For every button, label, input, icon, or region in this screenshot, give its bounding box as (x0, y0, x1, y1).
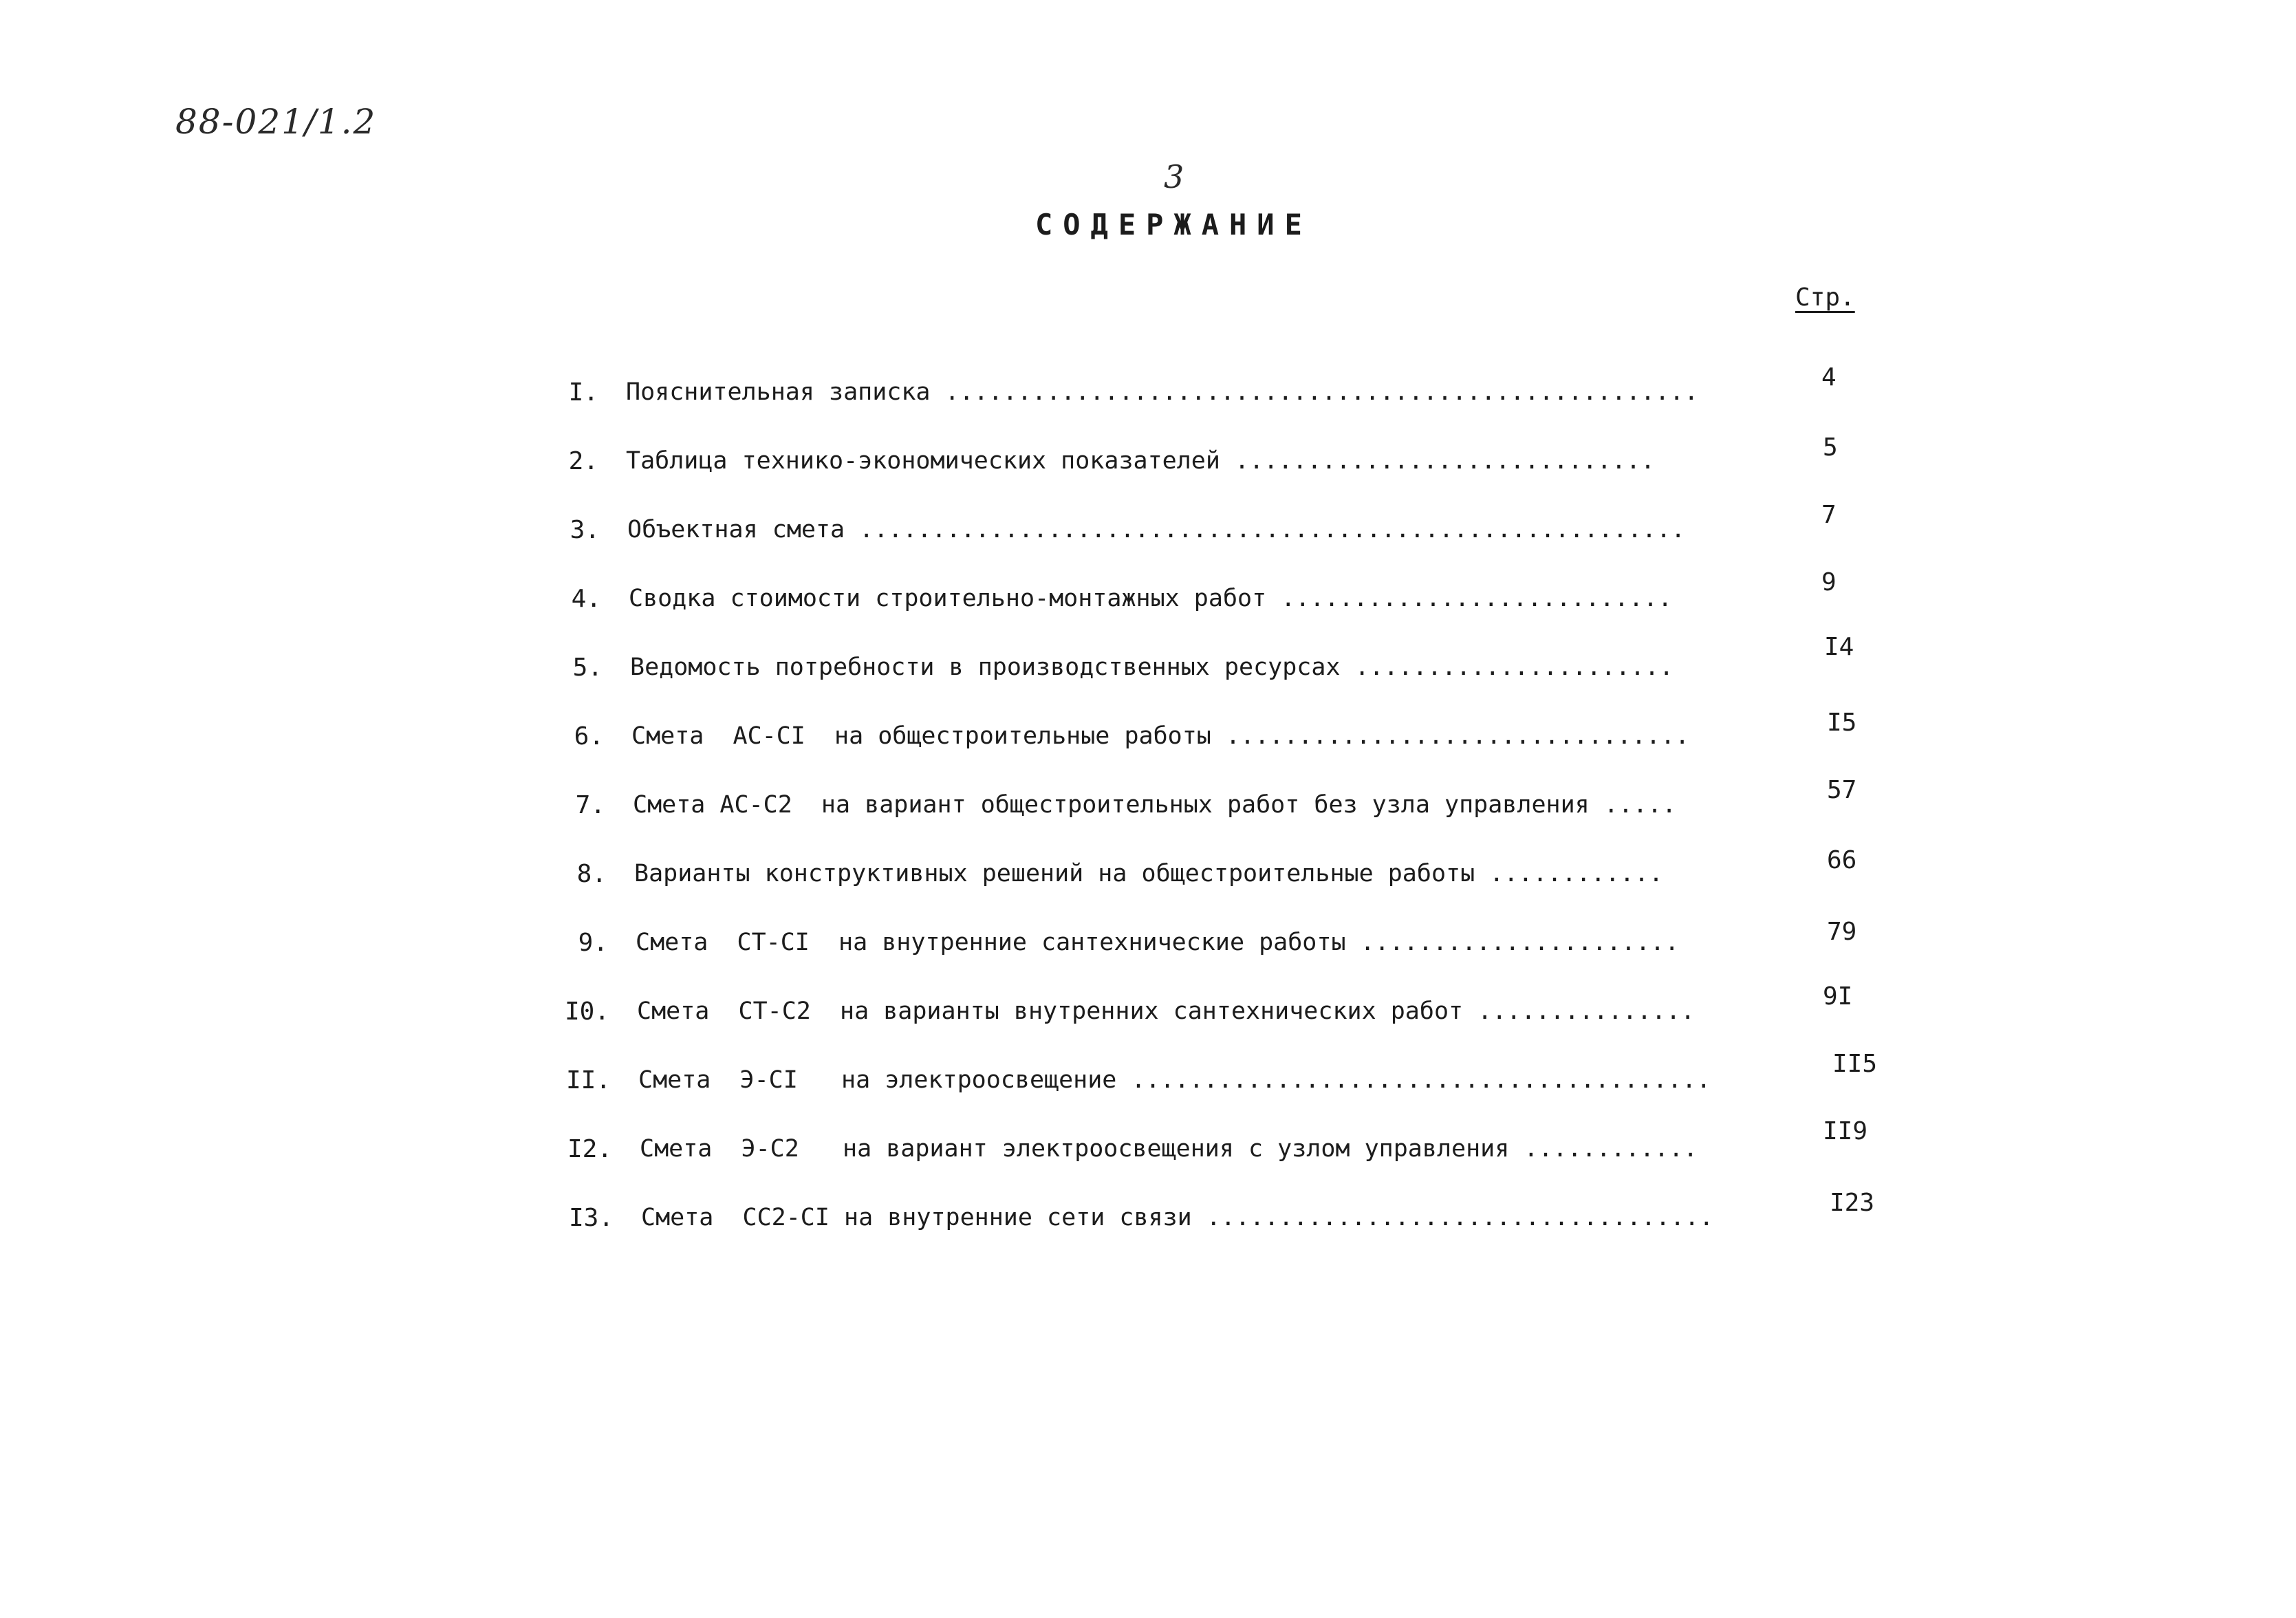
toc-entry-page: I5 (1827, 709, 1857, 737)
toc-entry-number: 5. (572, 654, 603, 682)
toc-entry-title: Смета СС2-СI на внутренние сети связи ................................... (641, 1204, 1714, 1231)
toc-entry-number: 4. (571, 585, 601, 613)
toc-entry-number: I3. (568, 1204, 614, 1232)
toc-entry-title: Пояснительная записка .................................................... (626, 378, 1699, 406)
page-title: СОДЕРЖАНИЕ (1035, 208, 1312, 241)
toc-entry-page: II5 (1832, 1050, 1878, 1078)
toc-entry-number: I2. (567, 1135, 612, 1163)
toc-entry-title: Таблица технико-экономических показателей ............................. (626, 447, 1656, 475)
toc-entry-title: Смета АС-С2 на вариант общестроительных работ без узла управления ..... (633, 791, 1677, 819)
toc-entry-page: 79 (1827, 918, 1857, 946)
toc-entry-page: 4 (1821, 363, 1837, 391)
toc-entry-number: 6. (574, 722, 604, 751)
toc-entry-page: 57 (1827, 776, 1857, 804)
toc-entry-page: 9I (1823, 982, 1853, 1011)
toc-entry-page: II9 (1823, 1117, 1868, 1145)
toc-entry-number: 7. (575, 791, 605, 819)
toc-entry-title: Ведомость потребности в производственных ресурсах ...................... (630, 654, 1674, 681)
toc-entry-title: Сводка стоимости строительно-монтажных работ ........................... (629, 585, 1673, 612)
toc-entry-title: Смета Э-СI на электроосвещение ........................................ (638, 1066, 1711, 1094)
toc-entry-number: 8. (576, 860, 607, 888)
toc-entry-number: II. (565, 1066, 611, 1094)
toc-entry-page: 66 (1827, 846, 1857, 874)
toc-entry-page: 7 (1821, 501, 1837, 529)
handwritten-document-code: 88-021/1.2 (175, 102, 377, 142)
toc-entry-title: Объектная смета ......................................................... (627, 516, 1686, 543)
toc-entry-title: Смета Э-С2 на вариант электроосвещения с узлом управления ............ (640, 1135, 1698, 1163)
toc-entry-title: Смета СТ-СI на внутренние сантехнические работы ...................... (636, 929, 1680, 956)
toc-entry-number: 2. (568, 447, 598, 475)
toc-entry-number: 9. (578, 929, 608, 957)
toc-entry-number: 3. (570, 516, 600, 544)
toc-entry-page: I23 (1830, 1189, 1875, 1217)
toc-entry-title: Варианты конструктивных решений на общестроительные работы ............ (634, 860, 1664, 887)
pages-column-header: Стр. (1795, 283, 1855, 312)
toc-entry-number: I0. (564, 997, 609, 1026)
toc-entry-page: 5 (1823, 433, 1838, 462)
toc-entry-title: Смета СТ-С2 на варианты внутренних сантехнических работ ............... (637, 997, 1696, 1025)
page-number: 3 (1164, 158, 1184, 195)
toc-entry-page: 9 (1821, 568, 1837, 596)
toc-entry-number: I. (568, 378, 598, 407)
toc-entry-page: I4 (1824, 633, 1854, 661)
toc-entry-title: Смета АС-СI на общестроительные работы ................................ (631, 722, 1690, 750)
